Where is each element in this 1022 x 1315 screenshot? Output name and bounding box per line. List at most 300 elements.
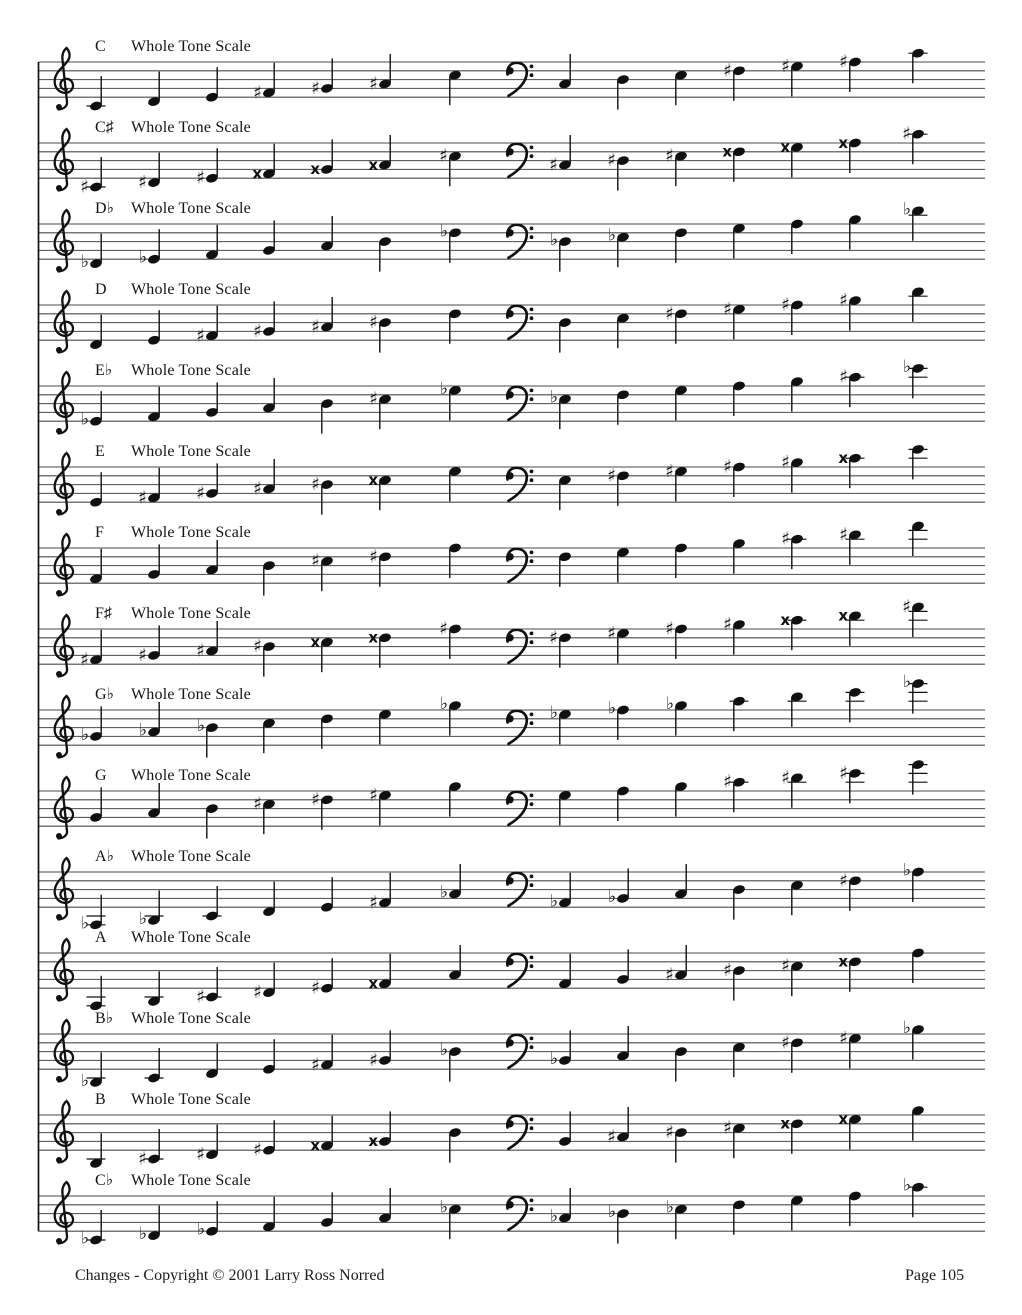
sharp-accidental: ♯ <box>723 771 732 793</box>
note <box>196 1125 219 1166</box>
note <box>723 614 746 655</box>
scale-title: Whole Tone Scale <box>131 38 251 55</box>
note <box>616 1026 630 1062</box>
sharp-accidental: ♯ <box>369 546 378 568</box>
sharp-accidental: ♯ <box>607 465 616 487</box>
sharp-accidental: ♯ <box>839 366 848 388</box>
note <box>665 303 688 344</box>
flat-accidental: ♭ <box>549 1048 558 1069</box>
note <box>368 135 392 174</box>
note <box>607 465 630 506</box>
sharp-accidental: ♯ <box>839 870 848 892</box>
note <box>368 954 392 993</box>
staff-system <box>39 858 986 933</box>
sharp-accidental: ♯ <box>439 145 448 167</box>
flat-accidental: ♭ <box>607 886 616 907</box>
treble-clef-icon <box>55 453 73 515</box>
note <box>780 1115 804 1154</box>
note <box>448 1127 462 1163</box>
note <box>903 357 928 399</box>
key-label: A <box>95 929 107 946</box>
sharp-accidental: ♯ <box>253 1139 262 1161</box>
note <box>320 1192 334 1228</box>
double-sharp-accidental: x <box>310 633 320 651</box>
note <box>558 54 572 90</box>
note <box>732 538 746 574</box>
flat-accidental: ♭ <box>607 225 616 246</box>
note <box>722 143 746 182</box>
note <box>369 312 392 353</box>
note <box>196 463 219 504</box>
note <box>138 1129 163 1170</box>
scale-title: Whole Tone Scale <box>131 119 251 136</box>
note <box>369 546 392 587</box>
note <box>723 457 746 498</box>
sharp-accidental: ♯ <box>311 977 320 999</box>
note <box>205 382 219 418</box>
key-label: C <box>95 38 106 55</box>
note <box>674 227 688 263</box>
flat-accidental: ♭ <box>549 387 558 408</box>
sharp-accidental: ♯ <box>311 1054 320 1076</box>
flat-accidental: ♭ <box>439 1197 448 1218</box>
double-sharp-accidental: x <box>368 628 378 647</box>
sharp-accidental: ♯ <box>253 320 262 342</box>
note <box>252 144 276 183</box>
sharp-accidental: ♯ <box>549 154 558 176</box>
note <box>196 148 219 189</box>
flat-accidental: ♭ <box>439 378 448 399</box>
treble-clef-icon <box>55 1020 73 1082</box>
treble-clef-icon <box>55 372 73 434</box>
note <box>87 1133 106 1169</box>
note <box>320 216 334 252</box>
scale-title: Whole Tone Scale <box>131 686 251 703</box>
scale-title: Whole Tone Scale <box>131 524 251 541</box>
treble-clef-icon <box>55 48 73 110</box>
note <box>666 694 688 736</box>
flat-accidental: ♭ <box>80 409 89 430</box>
key-label: E <box>95 443 105 460</box>
flat-accidental: ♭ <box>902 199 911 220</box>
flat-accidental: ♭ <box>902 1175 911 1196</box>
flat-accidental: ♭ <box>138 247 147 268</box>
flat-accidental: ♭ <box>138 720 147 741</box>
note <box>440 864 462 903</box>
sharp-accidental: ♯ <box>311 77 320 99</box>
flat-accidental: ♭ <box>439 694 448 715</box>
note <box>378 709 392 745</box>
scale-title: Whole Tone Scale <box>131 848 251 865</box>
sharp-accidental: ♯ <box>781 294 790 316</box>
flat-accidental: ♭ <box>80 252 89 273</box>
key-label: B <box>95 1091 106 1108</box>
note <box>138 153 161 194</box>
note <box>616 949 630 985</box>
flat-accidental: ♭ <box>439 221 448 242</box>
note <box>139 702 161 741</box>
note <box>665 1122 688 1163</box>
note <box>838 953 862 992</box>
note <box>781 295 804 336</box>
treble-clef-icon <box>55 534 73 596</box>
note <box>558 475 572 511</box>
note <box>902 124 927 165</box>
note <box>723 60 746 101</box>
note <box>81 234 103 273</box>
note <box>723 960 746 1001</box>
note <box>262 718 276 754</box>
note <box>89 315 103 351</box>
sharp-accidental: ♯ <box>607 622 616 644</box>
note <box>558 954 572 990</box>
sharp-accidental: ♯ <box>781 55 790 77</box>
note <box>846 687 865 723</box>
note <box>87 976 106 1012</box>
flat-accidental: ♭ <box>665 1197 674 1218</box>
flat-accidental: ♭ <box>549 702 558 723</box>
note <box>558 317 572 353</box>
sharp-accidental: ♯ <box>196 325 205 347</box>
note <box>448 781 462 817</box>
scale-title: Whole Tone Scale <box>131 1091 251 1108</box>
note <box>730 696 749 732</box>
footer-copyright: Changes - Copyright © 2001 Larry Ross Norred <box>75 1267 385 1283</box>
key-label: F♯ <box>95 605 112 622</box>
note <box>139 229 161 268</box>
sharp-accidental: ♯ <box>138 1148 147 1170</box>
sharp-accidental: ♯ <box>369 73 378 95</box>
treble-clef-icon <box>55 939 73 1001</box>
note <box>903 199 928 241</box>
note <box>196 967 221 1008</box>
note <box>902 597 927 638</box>
note <box>790 880 804 916</box>
note <box>320 713 334 749</box>
sharp-accidental: ♯ <box>253 636 262 658</box>
note <box>368 629 392 668</box>
flat-accidental: ♭ <box>138 1224 147 1245</box>
flat-accidental: ♭ <box>80 913 89 934</box>
note <box>790 1195 804 1231</box>
note <box>205 67 219 103</box>
note <box>439 619 462 660</box>
note <box>550 1188 572 1227</box>
sharp-accidental: ♯ <box>253 793 262 815</box>
sharp-accidental: ♯ <box>253 982 262 1004</box>
sharp-accidental: ♯ <box>369 388 378 410</box>
note <box>89 787 103 823</box>
note <box>780 611 806 650</box>
note <box>732 1199 746 1235</box>
note <box>665 619 688 660</box>
note <box>87 76 106 112</box>
sharp-accidental: ♯ <box>196 986 205 1008</box>
sharp-accidental: ♯ <box>723 456 732 478</box>
note <box>448 542 462 578</box>
note <box>608 226 630 268</box>
sharp-accidental: ♯ <box>723 60 732 82</box>
sharp-accidental: ♯ <box>781 767 790 789</box>
scale-title: Whole Tone Scale <box>131 929 251 946</box>
flat-accidental: ♭ <box>902 860 911 881</box>
note <box>448 945 462 981</box>
note <box>147 72 161 108</box>
flat-accidental: ♭ <box>439 1040 448 1061</box>
note <box>311 58 334 99</box>
note <box>674 70 688 106</box>
treble-clef-icon <box>55 1182 73 1244</box>
treble-clef-icon <box>55 615 73 677</box>
note <box>147 310 161 346</box>
flat-accidental: ♭ <box>80 1070 89 1091</box>
key-label: C♯ <box>95 119 114 136</box>
sharp-accidental: ♯ <box>439 618 448 640</box>
note <box>558 551 572 587</box>
note <box>839 763 864 804</box>
note <box>838 607 864 646</box>
sharp-accidental: ♯ <box>839 51 848 73</box>
note <box>262 882 276 918</box>
double-sharp-accidental: x <box>780 138 790 157</box>
note <box>80 157 105 198</box>
sharp-accidental: ♯ <box>369 892 378 914</box>
note <box>448 308 462 344</box>
scale-title: Whole Tone Scale <box>131 1010 251 1027</box>
sharp-accidental: ♯ <box>311 316 320 338</box>
note <box>780 138 804 177</box>
treble-clef-icon <box>55 1101 73 1163</box>
note <box>781 529 806 570</box>
staff-system <box>39 1018 986 1091</box>
note <box>262 1197 276 1233</box>
note <box>310 1116 334 1155</box>
flat-accidental: ♭ <box>607 1202 616 1223</box>
note <box>89 472 103 508</box>
note <box>368 471 392 510</box>
flat-accidental: ♭ <box>549 891 558 912</box>
sharp-accidental: ♯ <box>311 474 320 496</box>
key-label: E♭ <box>95 362 113 379</box>
sharp-accidental: ♯ <box>311 789 320 811</box>
sharp-accidental: ♯ <box>138 644 147 666</box>
note <box>378 236 392 272</box>
note <box>550 703 572 745</box>
note <box>550 873 572 912</box>
sharp-accidental: ♯ <box>80 649 89 671</box>
note <box>608 868 630 907</box>
double-sharp-accidental: x <box>838 449 848 467</box>
note <box>253 301 276 342</box>
double-sharp-accidental: x <box>838 1110 848 1129</box>
note <box>440 694 462 736</box>
note <box>448 70 462 106</box>
key-label: D♭ <box>95 200 115 217</box>
scale-title: Whole Tone Scale <box>131 443 251 460</box>
note <box>81 706 103 745</box>
note <box>147 387 161 423</box>
note <box>848 1190 862 1226</box>
flat-accidental: ♭ <box>902 1018 911 1039</box>
sharp-accidental: ♯ <box>781 1032 790 1054</box>
note <box>320 877 334 913</box>
staff-system <box>39 1101 986 1170</box>
note <box>674 542 688 578</box>
sharp-accidental: ♯ <box>369 312 378 334</box>
sharp-accidental: ♯ <box>138 487 147 509</box>
note <box>81 391 103 430</box>
sharp-accidental: ♯ <box>839 762 848 784</box>
note <box>838 449 864 488</box>
sharp-accidental: ♯ <box>781 528 790 550</box>
note <box>674 864 688 900</box>
note <box>838 1110 862 1149</box>
sharp-accidental: ♯ <box>723 1117 732 1139</box>
note <box>781 1032 804 1073</box>
sharp-accidental: ♯ <box>839 290 848 312</box>
note <box>616 785 630 821</box>
scale-title: Whole Tone Scale <box>131 200 251 217</box>
note <box>89 549 103 585</box>
scale-title: Whole Tone Scale <box>131 362 251 379</box>
note <box>674 385 688 421</box>
double-sharp-accidental: x <box>838 133 848 152</box>
note <box>732 884 746 920</box>
sharp-accidental: ♯ <box>369 1049 378 1071</box>
sharp-accidental: ♯ <box>665 1122 674 1144</box>
footer-page-number: Page 105 <box>905 1267 965 1283</box>
note <box>839 52 862 93</box>
sharp-accidental: ♯ <box>902 123 911 145</box>
sharp-accidental: ♯ <box>196 640 205 662</box>
note <box>253 636 276 677</box>
note <box>616 547 630 583</box>
note <box>788 691 807 727</box>
note <box>262 378 276 414</box>
note <box>903 672 928 714</box>
note <box>616 74 630 110</box>
staff-system <box>39 672 986 758</box>
sharp-accidental: ♯ <box>607 150 616 172</box>
flat-accidental: ♭ <box>196 1219 205 1240</box>
note <box>205 1044 219 1080</box>
sharp-accidental: ♯ <box>80 176 89 198</box>
note <box>138 625 161 666</box>
flat-accidental: ♭ <box>549 1206 558 1227</box>
note <box>781 452 804 493</box>
double-sharp-accidental: x <box>838 606 848 625</box>
note <box>674 1046 688 1082</box>
note <box>145 1048 164 1084</box>
treble-clef-icon <box>55 291 73 353</box>
note <box>139 890 164 929</box>
flat-accidental: ♭ <box>80 1228 89 1249</box>
note <box>320 398 334 434</box>
note <box>253 1120 276 1161</box>
note <box>790 376 804 412</box>
sharp-accidental: ♯ <box>665 303 674 325</box>
note <box>666 1198 688 1240</box>
flat-accidental: ♭ <box>196 716 205 737</box>
double-sharp-accidental: x <box>780 611 790 629</box>
sharp-accidental: ♯ <box>607 1126 616 1148</box>
treble-clef-icon <box>55 129 73 191</box>
note <box>253 963 276 1004</box>
note <box>145 971 164 1007</box>
note <box>139 1206 161 1245</box>
flat-accidental: ♭ <box>138 908 147 929</box>
sharp-accidental: ♯ <box>723 960 732 982</box>
key-label: G <box>95 767 107 784</box>
note <box>262 220 276 256</box>
note <box>378 1188 392 1224</box>
note <box>81 1210 106 1249</box>
double-sharp-accidental: x <box>368 471 378 489</box>
note <box>616 313 630 349</box>
double-sharp-accidental: x <box>252 164 262 183</box>
note <box>558 1111 572 1147</box>
note <box>311 958 334 999</box>
sharp-accidental: ♯ <box>723 614 732 636</box>
note <box>911 1105 925 1141</box>
note <box>550 388 572 430</box>
sharp-accidental: ♯ <box>311 550 320 572</box>
note <box>147 783 161 819</box>
note <box>147 544 161 580</box>
note <box>368 1111 392 1150</box>
note <box>311 789 334 830</box>
note <box>909 444 928 480</box>
note <box>781 767 806 808</box>
note <box>197 1201 219 1240</box>
sharp-accidental: ♯ <box>196 1144 205 1166</box>
note <box>909 286 928 322</box>
scale-title: Whole Tone Scale <box>131 1172 251 1189</box>
sharp-accidental: ♯ <box>723 298 732 320</box>
note <box>839 367 864 408</box>
note <box>848 214 862 250</box>
double-sharp-accidental: x <box>368 155 378 174</box>
sharp-accidental: ♯ <box>196 167 205 189</box>
sharp-accidental: ♯ <box>138 172 147 194</box>
key-label: D <box>95 281 107 298</box>
note <box>310 139 334 178</box>
note <box>310 633 334 672</box>
double-sharp-accidental: x <box>722 142 732 161</box>
scale-title: Whole Tone Scale <box>131 767 251 784</box>
note <box>205 225 219 261</box>
flat-accidental: ♭ <box>902 672 911 693</box>
sharp-accidental: ♯ <box>665 964 674 986</box>
staff-system <box>39 939 986 1011</box>
sharp-accidental: ♯ <box>196 482 205 504</box>
key-label: B♭ <box>95 1010 114 1027</box>
double-sharp-accidental: x <box>838 952 848 971</box>
note <box>838 134 862 173</box>
double-sharp-accidental: x <box>368 1132 378 1151</box>
flat-accidental: ♭ <box>665 694 674 715</box>
double-sharp-accidental: x <box>310 160 320 179</box>
note <box>81 1052 106 1091</box>
note <box>549 627 572 668</box>
note <box>732 380 746 416</box>
note <box>909 48 928 84</box>
treble-clef-icon <box>55 696 73 758</box>
key-label: C♭ <box>95 1172 114 1189</box>
note <box>262 560 276 596</box>
note <box>205 803 219 839</box>
note <box>369 1030 392 1071</box>
